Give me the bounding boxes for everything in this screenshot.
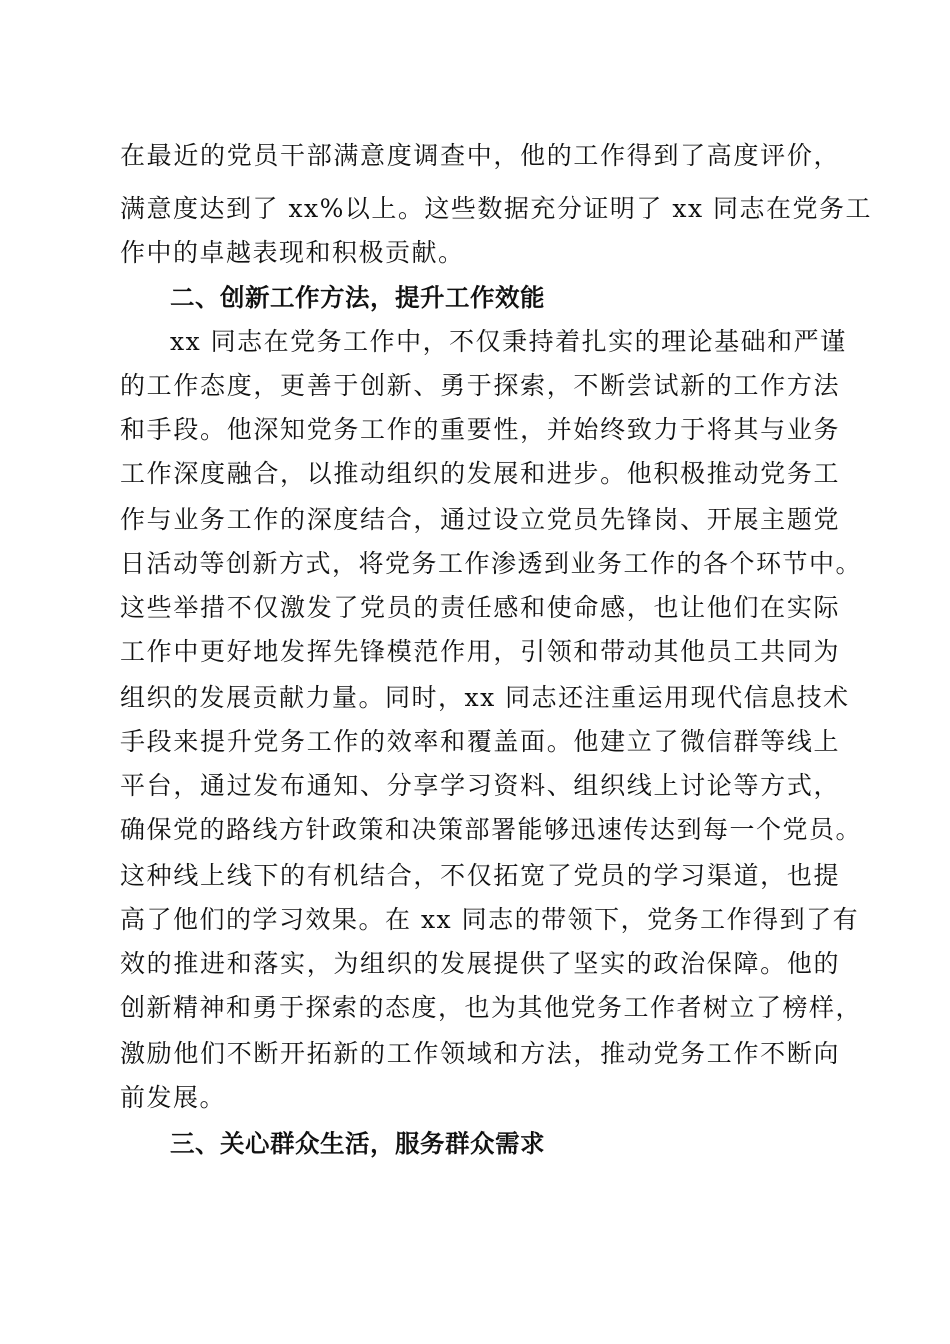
paragraph-line: 这种线上线下的有机结合，不仅拓宽了党员的学习渠道，也提 (120, 861, 840, 890)
paragraph-line: 日活动等创新方式，将党务工作渗透到业务工作的各个环节中。 (120, 549, 863, 578)
paragraph-line: 效的推进和落实，为组织的发展提供了坚实的政治保障。他的 (120, 949, 840, 978)
section-heading-3: 三、关心群众生活，服务群众需求 (170, 1129, 545, 1158)
paragraph-line: 工作深度融合，以推动组织的发展和进步。他积极推动党务工 (120, 459, 840, 488)
paragraph-line: 组织的发展贡献力量。同时，xx 同志还注重运用现代信息技术 (120, 683, 850, 712)
paragraph-line: 确保党的路线方针政策和决策部署能够迅速传达到每一个党员。 (120, 815, 863, 844)
paragraph-line: 手段来提升党务工作的效率和覆盖面。他建立了微信群等线上 (120, 727, 840, 756)
paragraph-line: 的工作态度，更善于创新、勇于探索，不断尝试新的工作方法 (120, 371, 840, 400)
paragraph-line: 创新精神和勇于探索的态度，也为其他党务工作者树立了榜样， (120, 993, 863, 1022)
section-heading-2: 二、创新工作方法，提升工作效能 (170, 283, 545, 312)
paragraph-line: 这些举措不仅激发了党员的责任感和使命感，也让他们在实际 (120, 593, 840, 622)
paragraph-line: 作与业务工作的深度结合，通过设立党员先锋岗、开展主题党 (120, 505, 840, 534)
paragraph-line: 在最近的党员干部满意度调查中，他的工作得到了高度评价， (120, 141, 840, 170)
paragraph-line: 激励他们不断开拓新的工作领域和方法，推动党务工作不断向 (120, 1039, 840, 1068)
paragraph-line: 平台，通过发布通知、分享学习资料、组织线上讨论等方式， (120, 771, 840, 800)
paragraph-line: 和手段。他深知党务工作的重要性，并始终致力于将其与业务 (120, 415, 840, 444)
paragraph-line: xx 同志在党务工作中，不仅秉持着扎实的理论基础和严谨 (170, 327, 847, 356)
paragraph-line: 工作中更好地发挥先锋模范作用，引领和带动其他员工共同为 (120, 637, 840, 666)
paragraph-line: 作中的卓越表现和积极贡献。 (120, 238, 465, 267)
paragraph-line: 高了他们的学习效果。在 xx 同志的带领下，党务工作得到了有 (120, 905, 860, 934)
paragraph-line: 前发展。 (120, 1083, 227, 1112)
paragraph-line: 满意度达到了 xx%以上。这些数据充分证明了 xx 同志在党务工 (120, 194, 872, 223)
